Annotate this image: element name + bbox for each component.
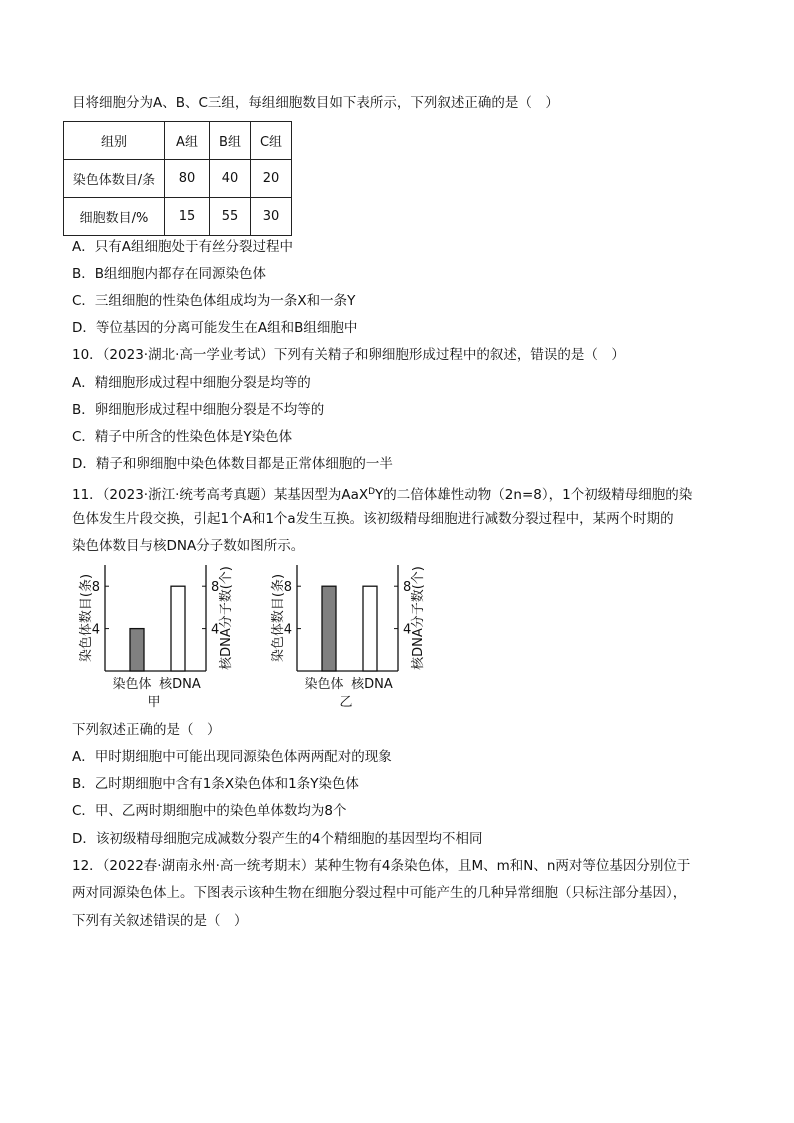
question-12-stem-line3: 下列有关叙述错误的是（ ）: [72, 913, 248, 929]
right-axis-label: 核DNA分子数(个): [411, 566, 426, 670]
bar-chromosome: [130, 629, 144, 671]
q10-option-c: C．精子中所含的性染色体是Y染色体: [72, 429, 293, 445]
q10-option-b: B．卵细胞形成过程中细胞分裂是不均等的: [72, 402, 325, 418]
category-label: 核DNA: [159, 677, 201, 692]
question-11-stem-line2: 色体发生片段交换，引起1个A和1个a发生互换。该初级精母细胞进行减数分裂过程中，某两个时期的: [72, 511, 674, 527]
question-9-stem: 目将细胞分为A、B、C三组，每组细胞数目如下表所示，下列叙述正确的是（ ）: [72, 95, 559, 111]
table-cell: 15: [165, 198, 210, 236]
q10-option-a: A．精细胞形成过程中细胞分裂是均等的: [72, 375, 311, 391]
bar-chromosome: [322, 586, 336, 671]
right-tick-label: 8: [403, 580, 412, 596]
table-cell: 细胞数目/%: [64, 198, 165, 236]
q11-option-d: D．该初级精母细胞完成减数分裂产生的4个精细胞的基因型均不相同: [72, 831, 483, 847]
category-label: 染色体: [304, 677, 344, 692]
right-tick-label: 4: [403, 622, 412, 638]
table-cell: 40: [210, 160, 251, 198]
question-11-stem-line3: 染色体数目与核DNA分子数如图所示。: [72, 538, 305, 554]
category-label: 染色体: [112, 677, 152, 692]
q10-option-d: D．精子和卵细胞中染色体数目都是正常体细胞的一半: [72, 456, 393, 472]
left-tick-label: 4: [91, 622, 100, 638]
question-11-question: 下列叙述正确的是（ ）: [72, 722, 221, 738]
chart-yi: [262, 560, 442, 715]
left-axis-label: 染色体数目(条): [79, 573, 94, 663]
left-tick-label: 4: [283, 622, 292, 638]
table-header: A组: [165, 122, 210, 160]
table-header: 组别: [64, 122, 165, 160]
table-row: [64, 198, 292, 236]
right-tick-label: 8: [211, 580, 220, 596]
q11-option-b: B．乙时期细胞中含有1条X染色体和1条Y染色体: [72, 776, 359, 792]
left-tick-label: 8: [283, 580, 292, 596]
chart-jia: [70, 560, 250, 715]
question-11-stem-line1: 11．（2023·浙江·统考高考真题）某基因型为AaX$^D$Y的二倍体雄性动物（2n=8），1个初级精母细胞的染: [72, 487, 693, 503]
question-12-stem-line2: 两对同源染色体上。下图表示该种生物在细胞分裂过程中可能产生的几种异常细胞（只标注部分基因），: [72, 885, 687, 901]
question-12-stem-line1: 12．（2022春·湖南永州·高一统考期末）某种生物有4条染色体，且M、m和N、n两对等位基因分别位于: [72, 858, 691, 874]
table-cell: 30: [251, 198, 292, 236]
bar-nuclear-dna: [171, 586, 185, 671]
question-10-stem: 10．（2023·湖北·高一学业考试）下列有关精子和卵细胞形成过程中的叙述，错误的是（ ）: [72, 347, 625, 363]
table-header-row: [64, 122, 292, 160]
q11-option-c: C．甲、乙两时期细胞中的染色单体数均为8个: [72, 803, 347, 819]
table-cell: 80: [165, 160, 210, 198]
cell-group-table: [63, 121, 292, 236]
left-axis-label: 染色体数目(条): [271, 573, 286, 663]
q9-option-b: B．B组细胞内都存在同源染色体: [72, 266, 267, 282]
chart-title: 乙: [339, 695, 353, 710]
q11-option-a: A．甲时期细胞中可能出现同源染色体两两配对的现象: [72, 749, 392, 765]
table-cell: 20: [251, 160, 292, 198]
q9-option-c: C．三组细胞的性染色体组成均为一条X和一条Y: [72, 293, 356, 309]
q9-option-a: A．只有A组细胞处于有丝分裂过程中: [72, 239, 293, 255]
table-header: B组: [210, 122, 251, 160]
bar-nuclear-dna: [363, 586, 377, 671]
left-tick-label: 8: [91, 580, 100, 596]
table-row: [64, 160, 292, 198]
right-tick-label: 4: [211, 622, 220, 638]
table-cell: 染色体数目/条: [64, 160, 165, 198]
category-label: 核DNA: [351, 677, 393, 692]
table-header: C组: [251, 122, 292, 160]
table-cell: 55: [210, 198, 251, 236]
chart-title: 甲: [147, 695, 161, 710]
right-axis-label: 核DNA分子数(个): [219, 566, 234, 670]
q9-option-d: D．等位基因的分离可能发生在A组和B组细胞中: [72, 320, 358, 336]
